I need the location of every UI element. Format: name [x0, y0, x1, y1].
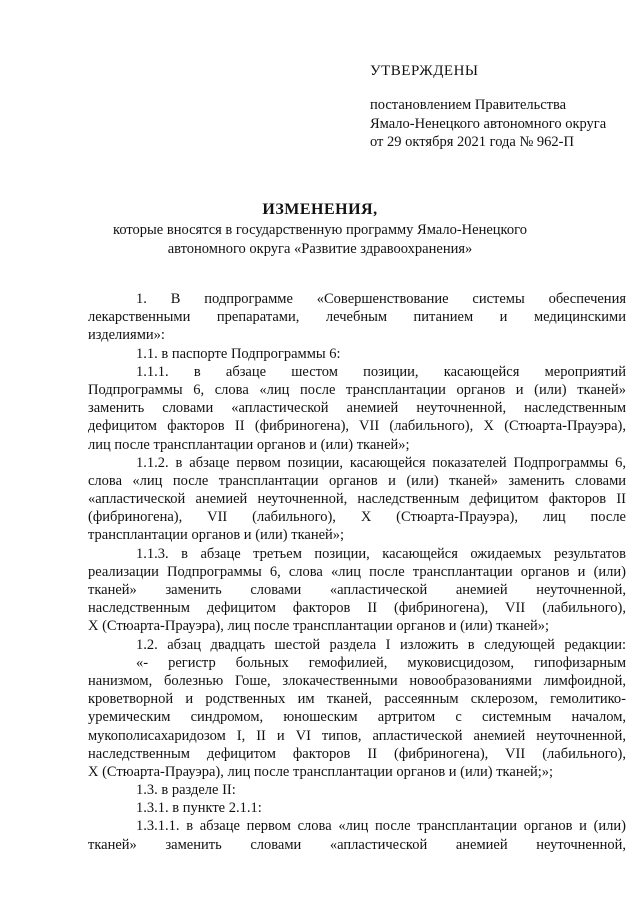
body-line: реализации Подпрограммы 6, слова «лиц после трансплантации органов и (или) [88, 563, 626, 580]
body-line: лекарственными препаратами, лечебным питанием и медицинскими [88, 309, 626, 326]
body-line: трансплантации органов и (или) тканей»; [88, 527, 345, 544]
body-line: Подпрограммы 6, слова «лиц после трансплантации органов и (или) тканей» [88, 381, 626, 398]
document-title: ИЗМЕНЕНИЯ, [262, 201, 378, 218]
body-line: 1.3.1. в пункте 2.1.1: [136, 800, 262, 817]
body-line: X (Стюарта-Прауэра), лиц после трансплантации органов и (или) тканей»; [88, 618, 550, 635]
body-line: лиц после трансплантации органов и (или) тканей»; [88, 436, 410, 453]
approval-header: УТВЕРЖДЕНЫ [370, 63, 479, 79]
body-line: 1.3. в разделе II: [136, 782, 236, 799]
subtitle-line: которые вносятся в государственную программу Ямало-Ненецкого [113, 222, 527, 238]
document-body [88, 290, 626, 854]
body-line: «апластической анемией неуточненной, наследственным дефицитом факторов II [88, 491, 626, 508]
body-line: (фибриногена), VII (лабильного), X (Стюарта-Прауэра), лиц после [88, 509, 626, 526]
body-line: мукополисахаридозом I, II и VI типов, апластической анемией неуточненной, [88, 727, 626, 744]
body-line: нанизмом, болезнью Гоше, злокачественными новообразованиями лимфоидной, [88, 672, 626, 689]
body-line: 1.1.1. в абзаце шестом позиции, касающейся мероприятий [136, 363, 626, 380]
body-line: 1.2. абзац двадцать шестой раздела I изложить в следующей редакции: [136, 636, 626, 653]
body-line: 1.3.1.1. в абзаце первом слова «лиц после трансплантации органов и (или) [136, 818, 626, 835]
body-line: 1.1.2. в абзаце первом позиции, касающейся показателей Подпрограммы 6, [136, 454, 626, 471]
body-line: кроветворной и родственных им тканей, рассеянным склерозом, гемолитико- [88, 691, 626, 708]
body-line: заменить словами «апластической анемией неуточненной, наследственным [88, 400, 626, 417]
body-line: 1.1. в паспорте Подпрограммы 6: [136, 345, 341, 362]
decree-line: от 29 октября 2021 года № 962-П [370, 134, 574, 150]
subtitle-line: автономного округа «Развитие здравоохранения» [167, 241, 473, 257]
body-line: «- регистр больных гемофилией, муковисцидозом, гипофизарным [136, 654, 626, 671]
body-line: уремическим синдромом, юношеским артритом с системным началом, [88, 709, 626, 726]
decree-reference [370, 96, 606, 152]
body-line: изделиями»: [88, 327, 165, 344]
decree-line: Ямало-Ненецкого автономного округа [370, 115, 607, 132]
body-line: тканей» заменить словами «апластической анемией неуточненной, [88, 582, 626, 598]
decree-line: постановлением Правительства [370, 97, 567, 113]
body-line: тканей» заменить словами «апластической анемией неуточненной, [88, 836, 626, 853]
body-line: дефицитом факторов II (фибриногена), VII (лабильного), X (Стюарта-Прауэра), [88, 418, 626, 435]
body-line: 1. В подпрограмме «Совершенствование системы обеспечения [136, 291, 626, 307]
document-subtitle [0, 221, 640, 259]
body-line: наследственным дефицитом факторов II (фибриногена), VII (лабильного), [88, 600, 626, 617]
body-line: X (Стюарта-Прауэра), лиц после трансплантации органов и (или) тканей;»; [88, 763, 554, 780]
body-line: 1.1.3. в абзаце третьем позиции, касающейся ожидаемых результатов [136, 545, 626, 562]
body-line: наследственным дефицитом факторов II (фибриногена), VII (лабильного), [88, 745, 626, 762]
body-line: слова «лиц после трансплантации органов и (или) тканей» заменить словами [88, 472, 626, 489]
